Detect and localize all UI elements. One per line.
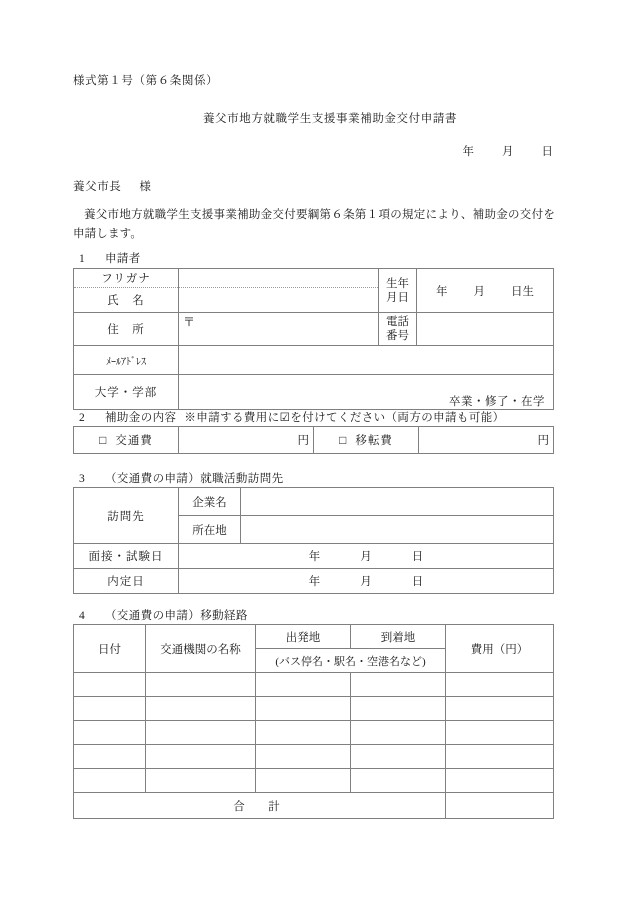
header-place-caption: (バス停名・駅名・空港名など) [256, 649, 446, 673]
table-header-row-top [74, 625, 554, 649]
header-arrival: 到着地 [351, 625, 446, 649]
postal-mark-icon: 〒 [183, 315, 196, 329]
addressee-name: 養父市長 [73, 181, 122, 193]
furigana-input[interactable] [179, 269, 379, 288]
section-4-heading [73, 607, 248, 623]
table-row [74, 721, 554, 745]
checkbox-icon[interactable]: □ [339, 433, 348, 447]
school-label: 大学・学部 [74, 375, 179, 410]
section-3-title: （交通費の申請）就職活動訪問先 [105, 473, 284, 485]
subsidy-type-table [73, 426, 554, 454]
route-transport-input[interactable] [146, 769, 256, 793]
route-transport-input[interactable] [146, 673, 256, 697]
section-3-number: 3 [79, 473, 86, 485]
route-transport-input[interactable] [146, 697, 256, 721]
visit-destination-label: 訪問先 [74, 488, 179, 544]
route-departure-input[interactable] [256, 673, 351, 697]
company-name-label: 企業名 [179, 488, 241, 516]
route-arrival-input[interactable] [351, 769, 446, 793]
transport-cost-amount-input[interactable] [179, 427, 314, 454]
company-name-input[interactable] [241, 488, 554, 516]
header-date: 日付 [74, 625, 146, 673]
relocation-cost-checkbox-cell[interactable] [314, 427, 419, 454]
travel-route-table [73, 624, 554, 819]
address-label: 住 所 [74, 313, 179, 346]
section-2-number: 2 [79, 412, 86, 424]
total-amount-input[interactable] [446, 793, 554, 819]
email-label: ﾒｰﾙｱﾄﾞﾚｽ [74, 346, 179, 375]
offer-date-input[interactable]: 年 月 日 [179, 569, 554, 594]
route-arrival-input[interactable] [351, 721, 446, 745]
date-day-label: 日 [541, 146, 553, 158]
table-row-interview-date [74, 544, 554, 569]
relocation-cost-unit: 円 [537, 435, 549, 447]
section-2-title: 補助金の内容 [105, 412, 177, 424]
table-row-offer-date [74, 569, 554, 594]
table-row-furigana [74, 269, 554, 288]
table-row [74, 745, 554, 769]
table-row-email [74, 346, 554, 375]
addressee [73, 178, 152, 194]
route-departure-input[interactable] [256, 769, 351, 793]
addressee-honorific: 様 [139, 181, 152, 193]
section-1-heading [73, 250, 141, 266]
route-departure-input[interactable] [256, 697, 351, 721]
name-input[interactable] [179, 288, 379, 313]
route-arrival-input[interactable] [351, 673, 446, 697]
header-transport: 交通機関の名称 [146, 625, 256, 673]
route-transport-input[interactable] [146, 745, 256, 769]
section-4-title: （交通費の申請）移動経路 [105, 610, 248, 622]
name-label: 氏 名 [74, 288, 179, 313]
submission-date-line [463, 143, 554, 159]
visit-destination-table [73, 487, 554, 594]
section-2-note: ※申請する費用に☑を付けてください（両方の申請も可能） [184, 412, 505, 424]
section-1-number: 1 [79, 253, 86, 265]
section-2-heading [73, 409, 505, 425]
header-departure: 出発地 [256, 625, 351, 649]
furigana-label: フリガナ [74, 269, 179, 288]
section-4-number: 4 [79, 610, 86, 622]
route-arrival-input[interactable] [351, 697, 446, 721]
table-row [74, 697, 554, 721]
application-statement: 養父市地方就職学生支援事業補助金交付要綱第６条第１項の規定により、補助金の交付を申請します。 [73, 209, 555, 240]
route-date-input[interactable] [74, 769, 146, 793]
route-cost-input[interactable] [446, 721, 554, 745]
relocation-cost-amount-input[interactable] [419, 427, 554, 454]
table-row-company [74, 488, 554, 516]
table-row-address [74, 313, 554, 346]
graduation-status-options: 卒業・修了・在学 [449, 396, 545, 408]
route-date-input[interactable] [74, 745, 146, 769]
telephone-input[interactable] [417, 313, 554, 346]
company-location-label: 所在地 [179, 516, 241, 544]
transport-cost-label: 交通費 [115, 435, 153, 447]
email-input[interactable] [179, 346, 554, 375]
company-location-input[interactable] [241, 516, 554, 544]
route-transport-input[interactable] [146, 721, 256, 745]
transport-cost-unit: 円 [297, 435, 309, 447]
route-cost-input[interactable] [446, 745, 554, 769]
total-label: 合 計 [74, 793, 446, 819]
interview-date-input[interactable]: 年 月 日 [179, 544, 554, 569]
date-year-label: 年 [462, 146, 474, 158]
form-number: 様式第１号（第６条関係） [73, 75, 219, 87]
school-input[interactable] [179, 375, 554, 410]
route-date-input[interactable] [74, 721, 146, 745]
section-3-heading [73, 470, 284, 486]
route-cost-input[interactable] [446, 697, 554, 721]
address-input[interactable] [179, 313, 379, 346]
offer-date-label: 内定日 [74, 569, 179, 594]
table-row [74, 769, 554, 793]
table-row [74, 673, 554, 697]
checkbox-icon[interactable]: □ [99, 433, 108, 447]
table-row-total [74, 793, 554, 819]
route-arrival-input[interactable] [351, 745, 446, 769]
route-cost-input[interactable] [446, 769, 554, 793]
dob-input[interactable]: 年 月 日生 [417, 269, 554, 313]
table-row [74, 427, 554, 454]
route-date-input[interactable] [74, 697, 146, 721]
applicant-table [73, 268, 554, 410]
transport-cost-checkbox-cell[interactable] [74, 427, 179, 454]
route-cost-input[interactable] [446, 673, 554, 697]
dob-label: 生年 月日 [379, 269, 417, 313]
date-month-label: 月 [502, 146, 514, 158]
header-cost: 費用（円） [446, 625, 554, 673]
route-departure-input[interactable] [256, 721, 351, 745]
route-departure-input[interactable] [256, 745, 351, 769]
interview-date-label: 面接・試験日 [74, 544, 179, 569]
relocation-cost-label: 移転費 [355, 435, 393, 447]
section-1-title: 申請者 [105, 253, 141, 265]
table-row-school [74, 375, 554, 410]
telephone-label: 電話 番号 [379, 313, 417, 346]
route-date-input[interactable] [74, 673, 146, 697]
document-title: 養父市地方就職学生支援事業補助金交付申請書 [202, 113, 458, 125]
